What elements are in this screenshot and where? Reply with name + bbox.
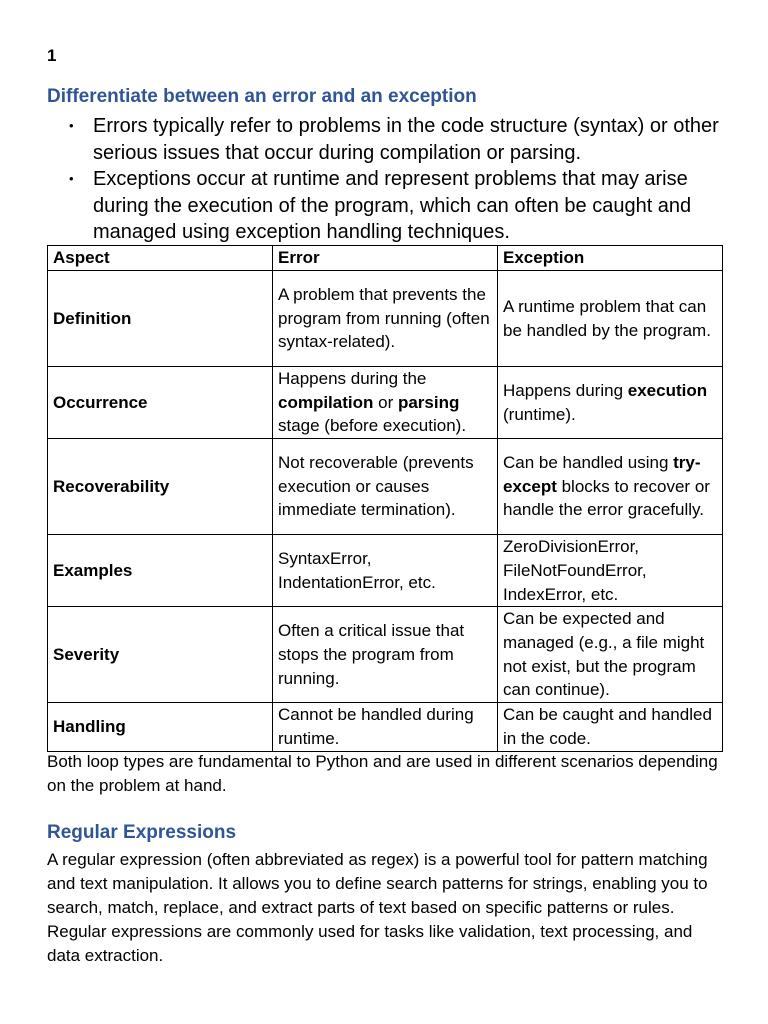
- bullet-list: [47, 113, 723, 246]
- table-row: [48, 271, 723, 367]
- table-row: [48, 607, 723, 703]
- table-row: [48, 367, 723, 439]
- bullet-item: [47, 113, 723, 166]
- error-cell: SyntaxError, IndentationError, etc.: [273, 535, 498, 607]
- error-cell: Cannot be handled during runtime.: [273, 703, 498, 751]
- bullet-text: Exceptions occur at runtime and represent problems that may arise during the execution of the program, which can often be caught and managed using exception handling techniques.: [93, 168, 692, 243]
- aspect-cell: Handling: [48, 703, 273, 751]
- aspect-cell: Occurrence: [48, 367, 273, 439]
- section-heading-regular-expressions: Regular Expressions: [47, 822, 237, 843]
- bullet-icon: •: [69, 171, 74, 186]
- bullet-text: Errors typically refer to problems in the code structure (syntax) or other serious issues that occur during compilation or parsing.: [93, 115, 719, 164]
- table-header-row: [48, 246, 723, 271]
- exception-cell: A runtime problem that can be handled by the program.: [498, 271, 723, 367]
- aspect-cell: Severity: [48, 607, 273, 703]
- column-header-aspect: Aspect: [48, 246, 273, 271]
- table-row: [48, 703, 723, 751]
- error-cell: Happens during the compilation or parsing stage (before execution).: [273, 367, 498, 439]
- table-row: [48, 535, 723, 607]
- section-heading-error-vs-exception: Differentiate between an error and an exception: [47, 86, 477, 107]
- exception-cell: Can be caught and handled in the code.: [498, 703, 723, 751]
- error-cell: Often a critical issue that stops the program from running.: [273, 607, 498, 703]
- exception-cell: Can be expected and managed (e.g., a file might not exist, but the program can continue).: [498, 607, 723, 703]
- exception-cell: ZeroDivisionError, FileNotFoundError, IndexError, etc.: [498, 535, 723, 607]
- column-header-error: Error: [273, 246, 498, 271]
- exception-cell: Happens during execution (runtime).: [498, 367, 723, 439]
- column-header-exception: Exception: [498, 246, 723, 271]
- bullet-item: [47, 166, 723, 246]
- aspect-cell: Definition: [48, 271, 273, 367]
- error-cell: Not recoverable (prevents execution or causes immediate termination).: [273, 439, 498, 535]
- paragraph-regex: A regular expression (often abbreviated as regex) is a powerful tool for pattern matching and text manipulation. It allows you to define search patterns for strings, enabling you to search, match, replace, and extract parts of text based on specific patterns or rules. Regular expressions are commonly used for tasks like validation, text processing, and data extraction.: [47, 850, 708, 965]
- exception-cell: Can be handled using try-except blocks to recover or handle the error gracefully.: [498, 439, 723, 535]
- aspect-cell: Examples: [48, 535, 273, 607]
- error-cell: A problem that prevents the program from running (often syntax-related).: [273, 271, 498, 367]
- comparison-table: [47, 245, 723, 752]
- table-row: [48, 439, 723, 535]
- bullet-icon: •: [69, 118, 74, 133]
- page-number: 1: [47, 46, 57, 65]
- paragraph-after-table: Both loop types are fundamental to Python and are used in different scenarios depending on the problem at hand.: [47, 752, 718, 795]
- aspect-cell: Recoverability: [48, 439, 273, 535]
